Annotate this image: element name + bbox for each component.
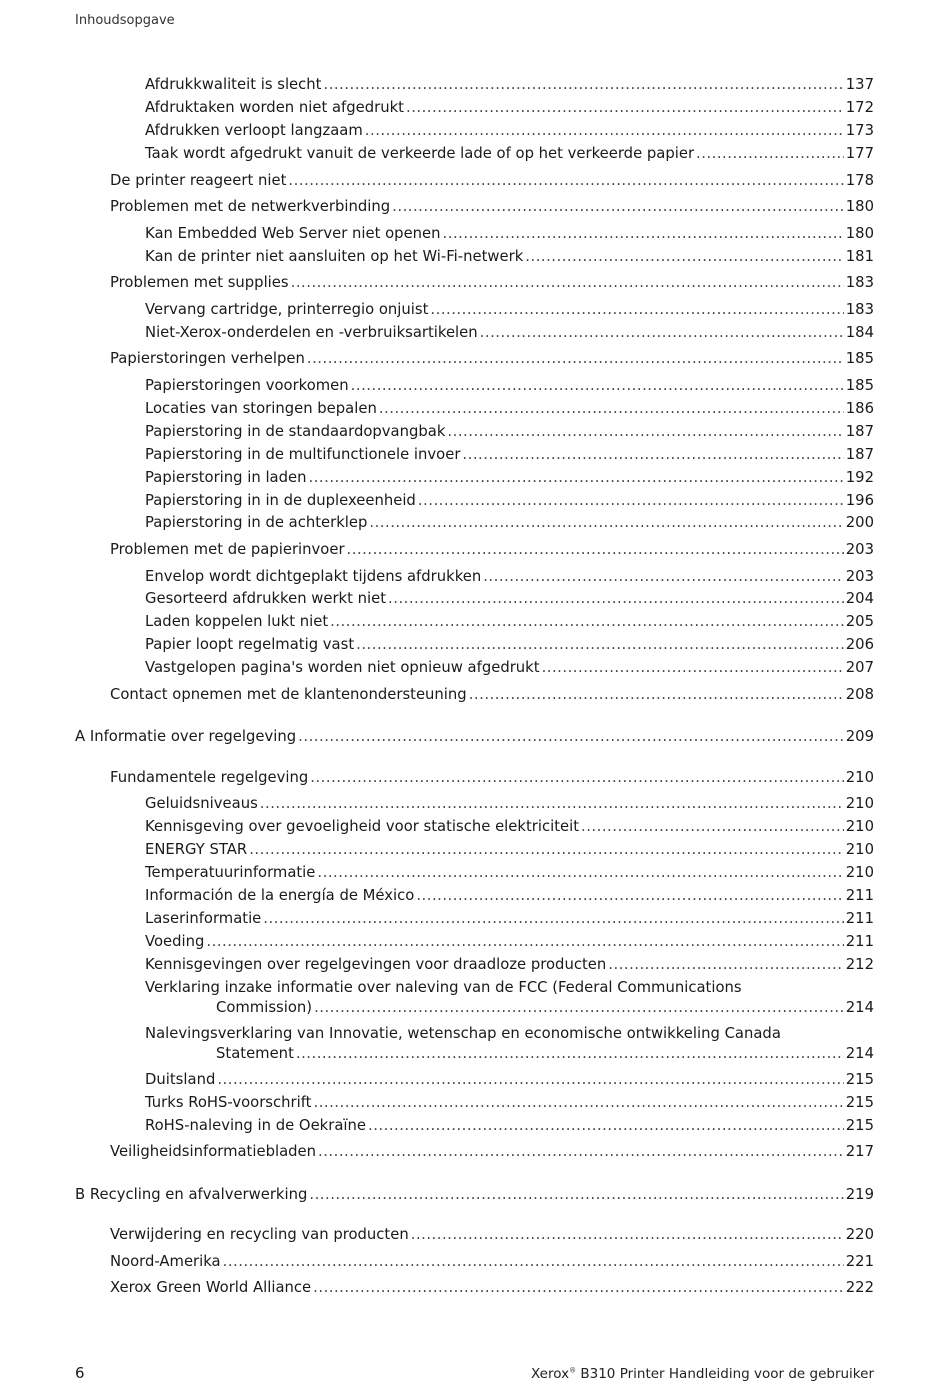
toc-entry-title: Geluidsniveaus <box>145 795 258 812</box>
toc-entry[interactable] <box>145 121 874 141</box>
toc-entry-page: 183 <box>845 274 874 291</box>
dot-leader <box>365 121 844 141</box>
toc-entry-page: 221 <box>845 1253 874 1270</box>
toc-entry-title: Kan Embedded Web Server niet openen <box>145 225 441 242</box>
toc-entry[interactable] <box>145 886 874 906</box>
toc-entry-page: 178 <box>845 172 874 189</box>
toc-entry-title: Papierstoring in de multifunctionele invoer <box>145 446 461 463</box>
toc-entry-page: 187 <box>845 423 874 440</box>
toc-entry[interactable] <box>145 491 874 511</box>
toc-entry-page: 215 <box>845 1071 874 1088</box>
toc-entry-page: 222 <box>845 1279 874 1296</box>
toc-entry-title: Vervang cartridge, printerregio onjuist <box>145 301 429 318</box>
dot-leader <box>351 376 844 396</box>
toc-entry-title: Papierstoring in de standaardopvangbak <box>145 423 446 440</box>
toc-entry[interactable] <box>110 171 874 191</box>
toc-entry[interactable] <box>145 323 874 343</box>
toc-entry-title: Noord-Amerika <box>110 1253 221 1270</box>
toc-entry-page: 173 <box>845 122 874 139</box>
dot-leader <box>480 323 844 343</box>
dot-leader <box>368 1116 844 1136</box>
toc-entry-page: 172 <box>845 99 874 116</box>
toc-entry[interactable] <box>145 978 874 1018</box>
toc-entry[interactable] <box>145 445 874 465</box>
dot-leader <box>206 932 843 952</box>
toc-entry-title: Papierstoring in in de duplexeenheid <box>145 492 416 509</box>
dot-leader <box>525 247 843 267</box>
toc-entry-page: 210 <box>845 841 874 858</box>
document-title <box>531 1366 874 1382</box>
dot-leader <box>347 540 844 560</box>
toc-entry[interactable] <box>145 1093 874 1113</box>
toc-entry[interactable] <box>145 98 874 118</box>
dot-leader <box>291 273 844 293</box>
dot-leader <box>483 567 844 587</box>
toc-entry-page: 185 <box>845 377 874 394</box>
toc-entry-page: 205 <box>845 613 874 630</box>
toc-entry-title: Vastgelopen pagina's worden niet opnieuw afgedrukt <box>145 659 540 676</box>
dot-leader <box>356 635 844 655</box>
dot-leader <box>296 1044 844 1064</box>
toc-entry-title: Papier loopt regelmatig vast <box>145 636 355 653</box>
page-number: 6 <box>75 1364 85 1382</box>
toc-entry-page: 204 <box>845 590 874 607</box>
toc-entry-title: Problemen met de papierinvoer <box>110 541 345 558</box>
toc-entry-page: 217 <box>845 1143 874 1160</box>
toc-entry[interactable] <box>145 1024 874 1064</box>
toc-entry-title: Papierstoring in laden <box>145 469 307 486</box>
doc-title-text: B310 Printer Handleiding voor de gebruiker <box>576 1366 874 1382</box>
toc-entry-page: 210 <box>845 769 874 786</box>
toc-entry-page: 209 <box>845 728 874 745</box>
toc-entry-title: Temperatuurinformatie <box>145 864 316 881</box>
toc-entry-title: Taak wordt afgedrukt vanuit de verkeerde lade of op het verkeerde papier <box>145 145 695 162</box>
dot-leader <box>309 1185 843 1205</box>
dot-leader <box>309 468 844 488</box>
toc-entry[interactable] <box>145 955 874 975</box>
dot-leader <box>298 727 844 747</box>
toc-entry[interactable] <box>145 144 874 164</box>
dot-leader <box>323 75 843 95</box>
toc-entry-page: 211 <box>845 933 874 950</box>
toc-entry-page: 211 <box>845 910 874 927</box>
dot-leader <box>462 445 843 465</box>
toc-entry[interactable] <box>110 349 874 369</box>
toc-entry-page: 210 <box>845 795 874 812</box>
dot-leader <box>314 998 844 1018</box>
dot-leader <box>430 300 843 320</box>
toc-entry-title: Verklaring inzake informatie over naleving van de FCC (Federal Communications <box>145 979 742 996</box>
toc-entry-title: Voeding <box>145 933 205 950</box>
toc-entry-page: 215 <box>845 1094 874 1111</box>
registered-mark: ® <box>569 1366 577 1375</box>
toc-entry-page: 200 <box>845 514 874 531</box>
toc-entry[interactable] <box>145 513 874 533</box>
toc-entry[interactable] <box>145 863 874 883</box>
toc-entry-page: 214 <box>845 999 874 1016</box>
toc-entry[interactable] <box>145 567 874 587</box>
dot-leader <box>288 171 843 191</box>
toc-entry-page: 137 <box>845 76 874 93</box>
toc-entry[interactable] <box>145 422 874 442</box>
dot-leader <box>330 612 844 632</box>
toc-entry[interactable] <box>110 768 874 788</box>
toc-entry[interactable] <box>110 197 874 217</box>
toc-entry[interactable] <box>145 247 874 267</box>
toc-entry[interactable] <box>145 399 874 419</box>
toc-entry-title: Laden koppelen lukt niet <box>145 613 329 630</box>
toc-entry[interactable] <box>145 589 874 609</box>
brand-name: Xerox <box>531 1366 570 1382</box>
toc-entry-page: 208 <box>845 686 874 703</box>
dot-leader <box>411 1225 844 1245</box>
toc-entry-page: 220 <box>845 1226 874 1243</box>
toc-entry-page: 212 <box>845 956 874 973</box>
toc-entry[interactable] <box>145 300 874 320</box>
dot-leader <box>608 955 844 975</box>
toc-entry-title: Xerox Green World Alliance <box>110 1279 312 1296</box>
toc-entry-page: 186 <box>845 400 874 417</box>
toc-entry[interactable] <box>110 1252 874 1272</box>
dot-leader <box>263 909 843 929</box>
toc-entry[interactable] <box>145 658 874 678</box>
toc-entry[interactable] <box>145 468 874 488</box>
dot-leader <box>542 658 844 678</box>
running-header: Inhoudsopgave <box>75 13 175 28</box>
dot-leader <box>260 794 844 814</box>
toc-entry-page: 211 <box>845 887 874 904</box>
toc-entry-page: 180 <box>845 225 874 242</box>
toc-entry-page: 207 <box>845 659 874 676</box>
toc-entry-title: Afdrukken verloopt langzaam <box>145 122 363 139</box>
toc-entry-title: Papierstoring in de achterklep <box>145 514 368 531</box>
toc-entry[interactable] <box>145 817 874 837</box>
toc-entry[interactable] <box>145 224 874 244</box>
toc-entry-title: Kennisgeving over gevoeligheid voor statische elektriciteit <box>145 818 580 835</box>
toc-entry[interactable] <box>110 1142 874 1162</box>
toc-entry-page: 196 <box>845 492 874 509</box>
toc-entry-title: Veiligheidsinformatiebladen <box>110 1143 317 1160</box>
dot-leader <box>307 349 844 369</box>
toc-entry[interactable] <box>145 635 874 655</box>
toc-entry[interactable] <box>145 794 874 814</box>
toc-entry[interactable] <box>145 612 874 632</box>
dot-leader <box>388 589 844 609</box>
toc-entry[interactable] <box>145 840 874 860</box>
toc-entry-title: De printer reageert niet <box>110 172 287 189</box>
toc-entry[interactable] <box>110 540 874 560</box>
toc-entry-title: Nalevingsverklaring van Innovatie, wetenschap en economische ontwikkeling Canada <box>145 1025 781 1042</box>
toc-entry-title: Contact opnemen met de klantenondersteuning <box>110 686 467 703</box>
toc-entry[interactable] <box>110 1278 874 1298</box>
toc-entry[interactable] <box>145 1070 874 1090</box>
toc-entry-title: Afdrukkwaliteit is slecht <box>145 76 322 93</box>
dot-leader <box>418 491 844 511</box>
dot-leader <box>249 840 844 860</box>
toc-entry-title: Afdruktaken worden niet afgedrukt <box>145 99 404 116</box>
toc-entry-title: Verwijdering en recycling van producten <box>110 1226 409 1243</box>
toc-entry-page: 210 <box>845 818 874 835</box>
dot-leader <box>447 422 843 442</box>
dot-leader <box>696 144 844 164</box>
toc-entry-title: Turks RoHS-voorschrift <box>145 1094 312 1111</box>
toc-entry-title: Fundamentele regelgeving <box>110 769 309 786</box>
toc-entry[interactable] <box>145 376 874 396</box>
dot-leader <box>223 1252 844 1272</box>
toc-entry-title: Papierstoringen verhelpen <box>110 350 305 367</box>
toc-entry[interactable] <box>75 727 874 747</box>
toc-entry-page: 214 <box>845 1045 874 1062</box>
toc-entry-page: 181 <box>845 248 874 265</box>
toc-entry-title: Laserinformatie <box>145 910 262 927</box>
dot-leader <box>313 1278 844 1298</box>
toc-entry-page: 184 <box>845 324 874 341</box>
dot-leader <box>317 863 843 883</box>
toc-entry-title: Problemen met supplies <box>110 274 289 291</box>
toc-entry-title-continued: Statement <box>216 1045 294 1062</box>
toc-entry-title: Información de la energía de México <box>145 887 415 904</box>
toc-entry-page: 180 <box>845 198 874 215</box>
toc-entry-title-continued: Commission) <box>216 999 313 1016</box>
toc-entry-page: 203 <box>845 568 874 585</box>
toc-entry[interactable] <box>75 1185 874 1205</box>
dot-leader <box>369 513 843 533</box>
toc-entry-page: 203 <box>845 541 874 558</box>
toc-entry-title: Niet-Xerox-onderdelen en -verbruiksartikelen <box>145 324 478 341</box>
toc-entry-page: 185 <box>845 350 874 367</box>
toc-entry-page: 177 <box>845 145 874 162</box>
toc-entry-page: 183 <box>845 301 874 318</box>
toc-entry-title: Papierstoringen voorkomen <box>145 377 349 394</box>
toc-entry-page: 210 <box>845 864 874 881</box>
dot-leader <box>469 685 844 705</box>
toc-entry-title: B Recycling en afvalverwerking <box>75 1186 308 1203</box>
toc-entry-page: 206 <box>845 636 874 653</box>
toc-entry-title: ENERGY STAR <box>145 841 248 858</box>
toc-entry[interactable] <box>110 1225 874 1245</box>
dot-leader <box>379 399 844 419</box>
toc-entry-title: A Informatie over regelgeving <box>75 728 297 745</box>
dot-leader <box>416 886 843 906</box>
dot-leader <box>581 817 844 837</box>
toc-entry[interactable] <box>145 75 874 95</box>
toc-entry-title: Problemen met de netwerkverbinding <box>110 198 391 215</box>
toc-entry[interactable] <box>145 909 874 929</box>
dot-leader <box>392 197 844 217</box>
toc-entry-title: RoHS-naleving in de Oekraïne <box>145 1117 366 1134</box>
toc-entry-page: 192 <box>845 469 874 486</box>
toc-entry-title: Duitsland <box>145 1071 216 1088</box>
toc-entry-page: 187 <box>845 446 874 463</box>
toc-entry-title: Kan de printer niet aansluiten op het Wi-Fi-netwerk <box>145 248 524 265</box>
toc-entry-page: 219 <box>845 1186 874 1203</box>
toc-entry-title: Locaties van storingen bepalen <box>145 400 377 417</box>
dot-leader <box>217 1070 843 1090</box>
toc-entry-title: Gesorteerd afdrukken werkt niet <box>145 590 387 607</box>
toc-entry-page: 215 <box>845 1117 874 1134</box>
toc-entry[interactable] <box>110 273 874 293</box>
toc-entry-title: Envelop wordt dichtgeplakt tijdens afdrukken <box>145 568 482 585</box>
toc-entry[interactable] <box>145 1116 874 1136</box>
toc-entry[interactable] <box>145 932 874 952</box>
dot-leader <box>406 98 844 118</box>
dot-leader <box>318 1142 844 1162</box>
dot-leader <box>313 1093 843 1113</box>
dot-leader <box>310 768 844 788</box>
toc-entry-title: Kennisgevingen over regelgevingen voor draadloze producten <box>145 956 607 973</box>
dot-leader <box>443 224 844 244</box>
toc-entry[interactable] <box>110 685 874 705</box>
